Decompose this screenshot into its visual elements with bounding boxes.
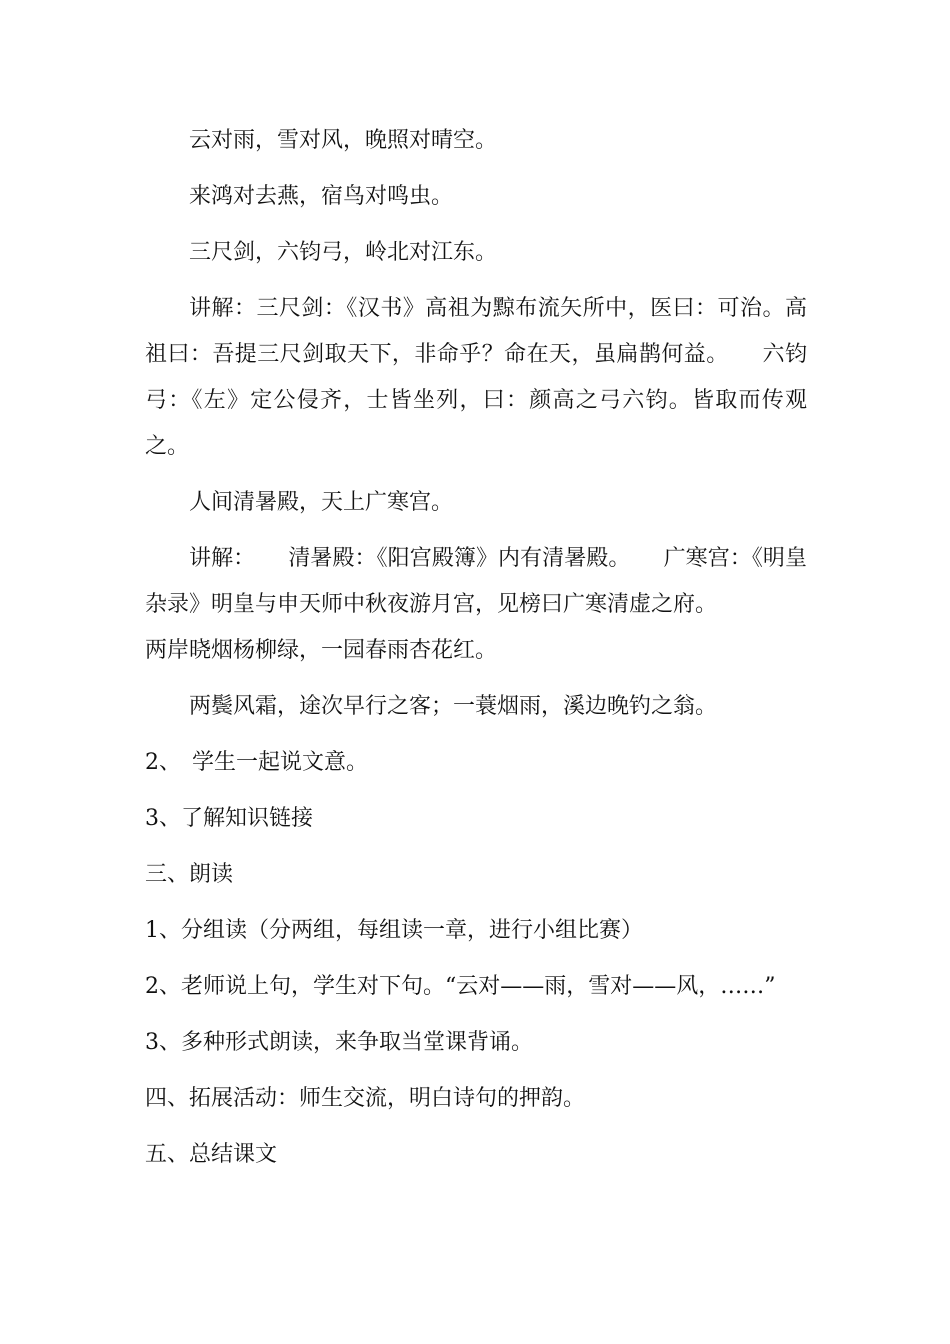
explanation-paragraph-2: 讲解： 清暑殿：《阳宫殿簿》内有清暑殿。 广寒宫：《明皇杂录》明皇与申天师中秋夜游月宫，见榜曰广寒清虚之府。 xyxy=(145,546,807,617)
couplet-line-6: 两鬓风霜，途次早行之客；一蓑烟雨，溪边晚钓之翁。 xyxy=(189,694,718,719)
reading-item-3: 3、多种形式朗读，来争取当堂课背诵。 xyxy=(145,1030,533,1055)
step-3-item: 3、了解知识链接 xyxy=(145,806,313,831)
section-heading-extension: 四、拓展活动：师生交流，明白诗句的押韵。 xyxy=(145,1086,586,1111)
explanation-paragraph-1: 讲解：三尺剑：《汉书》高祖为黥布流矢所中，医曰：可治。高祖曰：吾提三尺剑取天下，非命乎？命在天，虽扁鹊何益。 六钧弓：《左》定公侵齐，士皆坐列，曰：颜高之弓六钧。皆取而传观之。 xyxy=(145,296,807,459)
couplet-line-2: 来鸿对去燕，宿鸟对鸣虫。 xyxy=(189,184,454,209)
section-heading-reading: 三、朗读 xyxy=(145,862,234,887)
document-body xyxy=(145,118,807,1178)
couplet-line-4: 人间清暑殿，天上广寒宫。 xyxy=(189,490,454,515)
couplet-line-5: 两岸晓烟杨柳绿，一园春雨杏花红。 xyxy=(145,638,498,663)
section-heading-summary: 五、总结课文 xyxy=(145,1142,278,1167)
couplet-line-3: 三尺剑，六钧弓，岭北对江东。 xyxy=(189,240,498,265)
reading-item-2: 2、老师说上句，学生对下句。“云对——雨，雪对——风，……” xyxy=(145,974,776,999)
reading-item-1: 1、分组读（分两组，每组读一章，进行小组比赛） xyxy=(145,918,643,943)
couplet-line-1: 云对雨，雪对风，晚照对晴空。 xyxy=(189,128,498,153)
step-2-item: 2、 学生一起说文意。 xyxy=(145,750,368,775)
